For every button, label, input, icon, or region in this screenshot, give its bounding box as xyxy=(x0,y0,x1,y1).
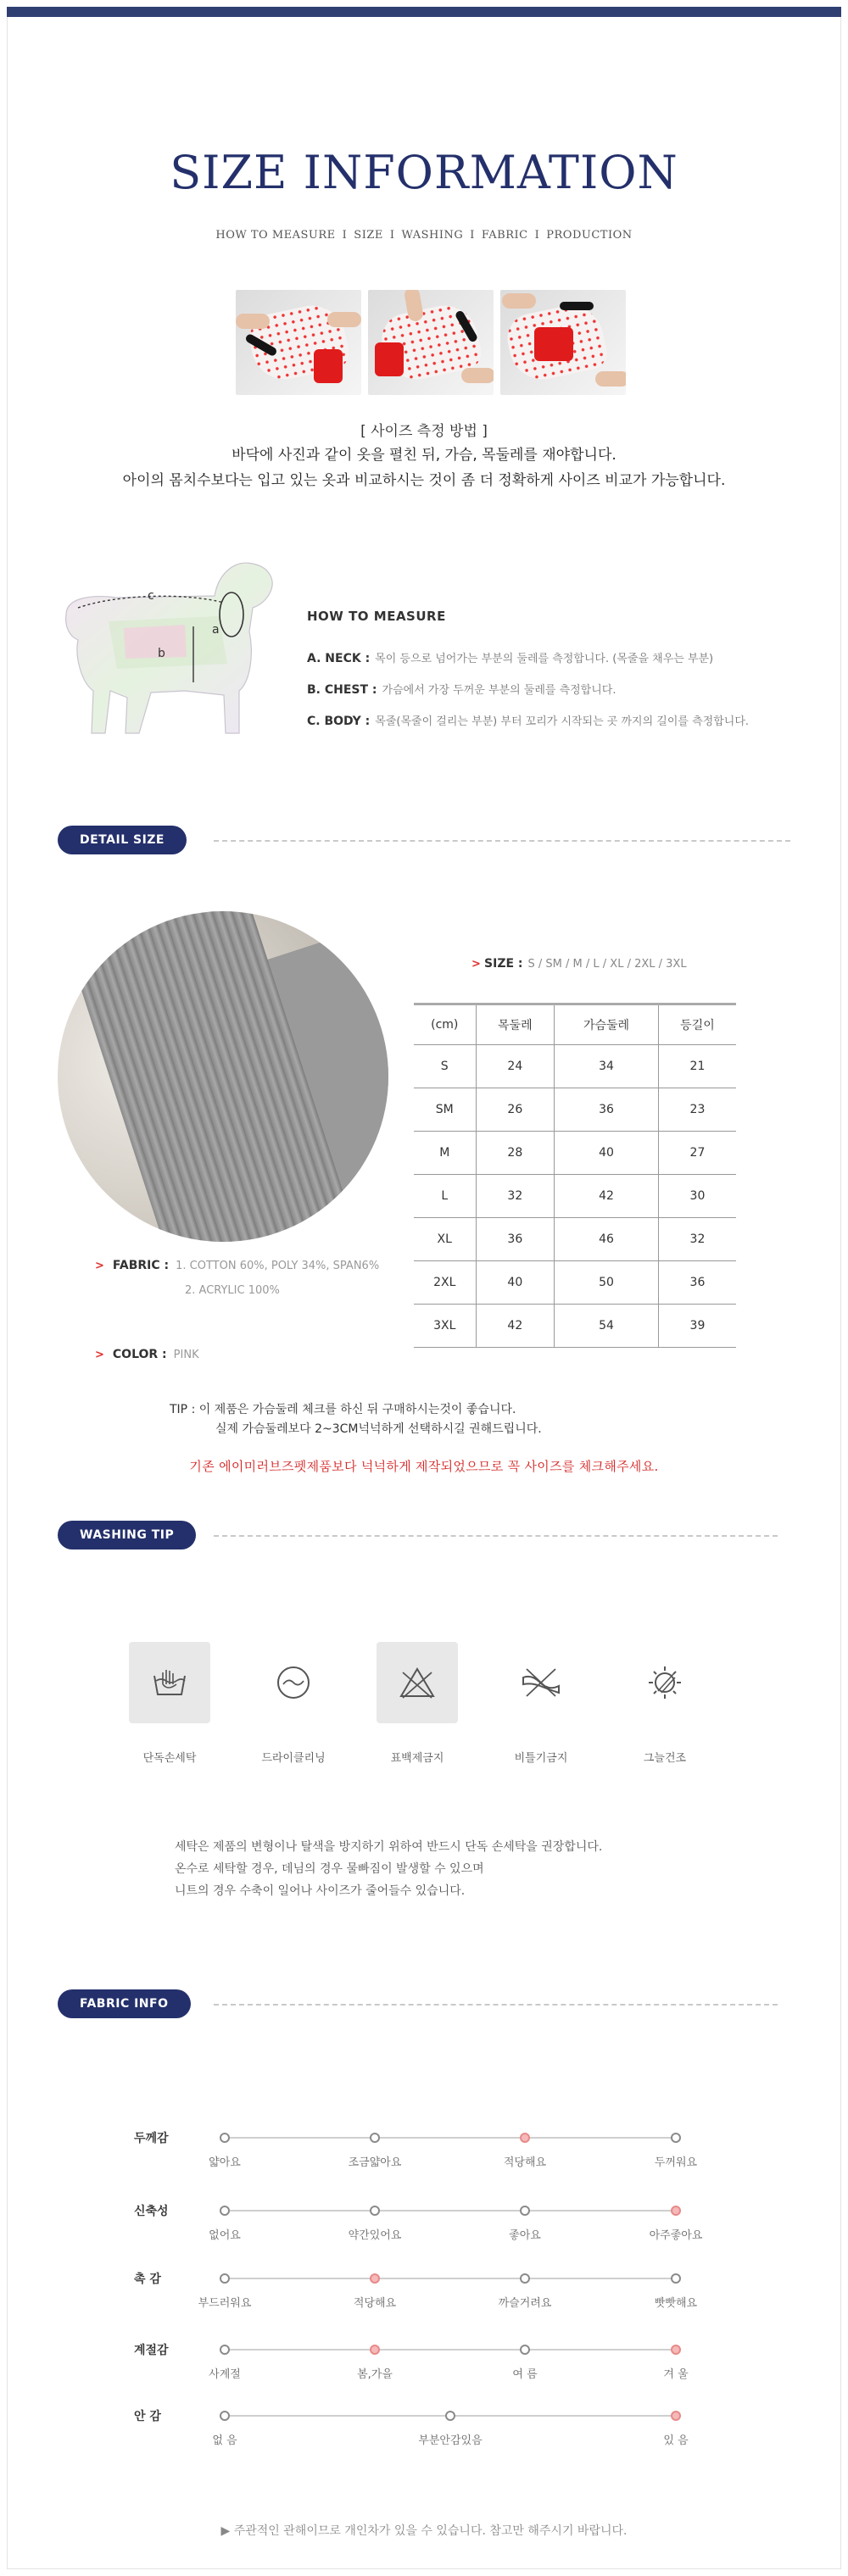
scale-dot xyxy=(671,2273,681,2284)
table-row xyxy=(414,1175,736,1218)
cell-back: 30 xyxy=(658,1175,736,1218)
measure-method-line-2: 아이의 몸치수보다는 입고 있는 옷과 비교하시는 것이 좀 더 정확하게 사이즈 비교가 가능합니다. xyxy=(122,472,726,489)
color-key: COLOR : xyxy=(112,1348,167,1361)
section-nav xyxy=(0,229,848,242)
scale-label: 있 음 xyxy=(663,2434,689,2447)
neck-key: A. NECK : xyxy=(307,652,371,665)
table-row xyxy=(414,1045,736,1088)
table-row xyxy=(414,1088,736,1132)
section-divider xyxy=(214,840,790,842)
fabric-row-label: 신축성 xyxy=(134,2205,169,2218)
size-values: S / SM / M / L / XL / 2XL / 3XL xyxy=(527,958,687,971)
scale-label: 얇아요 xyxy=(209,2156,241,2169)
scale-label: 사계절 xyxy=(209,2368,241,2381)
fabric-line xyxy=(95,1259,379,1272)
scale-dot xyxy=(445,2411,455,2421)
color-value: PINK xyxy=(173,1349,199,1361)
arrow-icon: > xyxy=(95,1260,104,1272)
nav-separator: I xyxy=(534,229,540,242)
fabric-row-label: 계절감 xyxy=(134,2344,169,2357)
fabric-key: FABRIC : xyxy=(112,1259,170,1272)
detail-size-pill: DETAIL SIZE xyxy=(58,826,187,854)
table-row xyxy=(414,1132,736,1175)
cell-back: 23 xyxy=(658,1088,736,1132)
table-row xyxy=(414,1218,736,1261)
wash-label-dry-clean: 드라이클리닝 xyxy=(261,1752,326,1765)
fabric-row-label: 두께감 xyxy=(134,2132,169,2145)
neck-desc: 목이 등으로 넘어가는 부분의 둘레를 측정합니다. (목줄을 채우는 부분) xyxy=(375,653,714,665)
chest-desc: 가슴에서 가장 두꺼운 부분의 둘레를 측정합니다. xyxy=(382,684,616,697)
cell-chest: 42 xyxy=(555,1175,659,1218)
section-divider xyxy=(214,1535,778,1537)
scale-dot xyxy=(220,2273,230,2284)
measure-chest-line xyxy=(307,681,616,697)
nav-how-to-measure[interactable]: HOW TO MEASURE xyxy=(215,229,336,242)
cell-size: S xyxy=(414,1045,476,1088)
top-accent-bar xyxy=(7,7,841,17)
fabric-value-2: 2. ACRYLIC 100% xyxy=(185,1284,280,1297)
no-wring-icon xyxy=(500,1642,582,1723)
nav-production[interactable]: PRODUCTION xyxy=(546,229,633,242)
cell-size: 3XL xyxy=(414,1305,476,1348)
washing-note-3: 니트의 경우 수축이 일어나 사이즈가 줄어들수 있습니다. xyxy=(175,1884,466,1898)
cell-back: 39 xyxy=(658,1305,736,1348)
fabric-scale-line xyxy=(225,2278,676,2279)
chest-key: B. CHEST : xyxy=(307,683,377,697)
cell-neck: 36 xyxy=(476,1218,555,1261)
body-desc: 목줄(목줄이 걸리는 부분) 부터 꼬리가 시작되는 곳 까지의 길이를 측정합니다. xyxy=(375,715,750,728)
scale-label: 두꺼워요 xyxy=(654,2156,698,2169)
measure-neck-line xyxy=(307,649,713,665)
cell-neck: 40 xyxy=(476,1261,555,1305)
scale-label: 까슬거려요 xyxy=(498,2297,552,2310)
color-line xyxy=(95,1348,199,1361)
nav-separator: I xyxy=(470,229,475,242)
header-neck: 목둘레 xyxy=(476,1004,555,1045)
cell-chest: 54 xyxy=(555,1305,659,1348)
disclaimer-footer: ▶ 주관적인 관해이므로 개인차가 있을 수 있습니다. 참고만 해주시기 바랍니다. xyxy=(220,2524,628,2538)
measure-method-line-1: 바닥에 사진과 같이 옷을 펼친 뒤, 가슴, 목둘레를 재야합니다. xyxy=(232,447,616,464)
cell-neck: 24 xyxy=(476,1045,555,1088)
diagram-label-a: a xyxy=(212,623,220,637)
cell-chest: 34 xyxy=(555,1045,659,1088)
wash-label-hand-wash: 단독손세탁 xyxy=(142,1752,197,1765)
diagram-label-b: b xyxy=(158,647,165,660)
diagram-label-c: c xyxy=(148,589,154,603)
scale-dot-selected xyxy=(520,2133,530,2143)
nav-separator: I xyxy=(389,229,395,242)
size-table-header xyxy=(414,1004,736,1045)
nav-washing[interactable]: WASHING xyxy=(401,229,464,242)
scale-dot xyxy=(520,2273,530,2284)
scale-dot xyxy=(220,2206,230,2216)
scale-label: 아주좋아요 xyxy=(649,2229,703,2242)
washing-note-1: 세탁은 제품의 변형이나 탈색을 방지하기 위하여 반드시 단독 손세탁을 권장합니다. xyxy=(175,1840,603,1854)
measure-photo-1 xyxy=(236,290,361,395)
how-to-measure-heading: HOW TO MEASURE xyxy=(307,609,446,624)
cell-neck: 28 xyxy=(476,1132,555,1175)
cell-size: M xyxy=(414,1132,476,1175)
dry-clean-icon xyxy=(253,1642,334,1723)
scale-dot-selected xyxy=(671,2411,681,2421)
section-divider xyxy=(214,2004,778,2006)
dog-measure-diagram xyxy=(58,555,287,750)
arrow-icon: > xyxy=(471,958,481,971)
scale-label: 적당해요 xyxy=(353,2297,397,2310)
cell-chest: 40 xyxy=(555,1132,659,1175)
cell-size: XL xyxy=(414,1218,476,1261)
scale-dot xyxy=(671,2133,681,2143)
size-key: SIZE : xyxy=(484,957,523,971)
scale-label: 빳빳해요 xyxy=(654,2297,698,2310)
scale-label: 여 름 xyxy=(512,2368,538,2381)
scale-label: 부드러워요 xyxy=(198,2297,252,2310)
scale-label: 봄,가을 xyxy=(357,2368,393,2381)
header-chest: 가슴둘레 xyxy=(555,1004,659,1045)
scale-dot xyxy=(370,2133,380,2143)
fabric-scale-line xyxy=(225,2349,676,2351)
scale-label: 없어요 xyxy=(209,2229,241,2242)
scale-dot-selected xyxy=(370,2273,380,2284)
table-row xyxy=(414,1261,736,1305)
scale-dot xyxy=(520,2206,530,2216)
measure-photo-2 xyxy=(368,290,494,395)
no-bleach-icon xyxy=(377,1642,458,1723)
scale-label: 부분안감있음 xyxy=(418,2434,483,2447)
measure-body-line xyxy=(307,712,749,728)
cell-back: 27 xyxy=(658,1132,736,1175)
cell-chest: 46 xyxy=(555,1218,659,1261)
scale-dot xyxy=(370,2206,380,2216)
scale-label: 겨 울 xyxy=(663,2368,689,2381)
tip-line-1: TIP : 이 제품은 가슴둘레 체크를 하신 뒤 구매하시는것이 좋습니다. xyxy=(170,1403,516,1416)
cell-neck: 32 xyxy=(476,1175,555,1218)
tip-line-2: 실제 가슴둘레보다 2~3CM넉넉하게 선택하시길 권해드립니다. xyxy=(215,1422,542,1436)
measure-photo-3 xyxy=(500,290,626,395)
header-unit: (cm) xyxy=(414,1004,476,1045)
nav-fabric[interactable]: FABRIC xyxy=(481,229,528,242)
scale-dot xyxy=(220,2133,230,2143)
cell-neck: 26 xyxy=(476,1088,555,1132)
hand-wash-icon xyxy=(129,1642,210,1723)
cell-chest: 50 xyxy=(555,1261,659,1305)
shade-dry-icon xyxy=(624,1642,706,1723)
washing-note-2: 온수로 세탁할 경우, 데님의 경우 물빠짐이 발생할 수 있으며 xyxy=(175,1862,484,1876)
fabric-closeup-photo xyxy=(58,911,388,1242)
cell-back: 36 xyxy=(658,1261,736,1305)
cell-chest: 36 xyxy=(555,1088,659,1132)
size-tip xyxy=(170,1400,542,1439)
body-key: C. BODY : xyxy=(307,715,371,728)
scale-dot-selected xyxy=(671,2206,681,2216)
fabric-info-pill: FABRIC INFO xyxy=(58,1989,191,2018)
page-title: SIZE INFORMATION xyxy=(170,146,678,199)
scale-label: 없 음 xyxy=(212,2434,237,2447)
scale-dot xyxy=(220,2411,230,2421)
header-back: 등길이 xyxy=(658,1004,736,1045)
washing-tip-pill: WASHING TIP xyxy=(58,1521,196,1549)
cell-neck: 42 xyxy=(476,1305,555,1348)
size-table xyxy=(414,1003,736,1348)
size-list-line xyxy=(471,957,687,971)
size-warning: 기존 에이미러브즈펫제품보다 넉넉하게 제작되었으므로 꼭 사이즈를 체크해주세요. xyxy=(189,1459,659,1474)
nav-separator: I xyxy=(342,229,348,242)
fabric-row-label: 안 감 xyxy=(134,2410,161,2423)
fabric-value-1: 1. COTTON 60%, POLY 34%, SPAN6% xyxy=(176,1260,380,1272)
fabric-scale-line xyxy=(225,2137,676,2139)
fabric-scale-line xyxy=(225,2210,676,2212)
scale-label: 조금얇아요 xyxy=(348,2156,402,2169)
scale-dot xyxy=(220,2345,230,2355)
arrow-icon: > xyxy=(95,1349,104,1361)
wash-label-shade-dry: 그늘건조 xyxy=(643,1752,687,1765)
table-row xyxy=(414,1305,736,1348)
cell-size: 2XL xyxy=(414,1261,476,1305)
cell-size: SM xyxy=(414,1088,476,1132)
scale-dot xyxy=(520,2345,530,2355)
cell-back: 21 xyxy=(658,1045,736,1088)
measure-method-title: [ 사이즈 측정 방법 ] xyxy=(360,423,488,440)
wash-label-no-bleach: 표백제금지 xyxy=(390,1752,444,1765)
scale-label: 약간있어요 xyxy=(348,2229,402,2242)
cell-size: L xyxy=(414,1175,476,1218)
nav-size[interactable]: SIZE xyxy=(354,229,383,242)
scale-dot-selected xyxy=(671,2345,681,2355)
washing-notes xyxy=(175,1836,602,1902)
scale-label: 적당해요 xyxy=(503,2156,547,2169)
wash-label-no-wring: 비틀기금지 xyxy=(514,1752,568,1765)
cell-back: 32 xyxy=(658,1218,736,1261)
scale-dot-selected xyxy=(370,2345,380,2355)
scale-label: 좋아요 xyxy=(509,2229,541,2242)
fabric-row-label: 촉 감 xyxy=(134,2273,161,2286)
